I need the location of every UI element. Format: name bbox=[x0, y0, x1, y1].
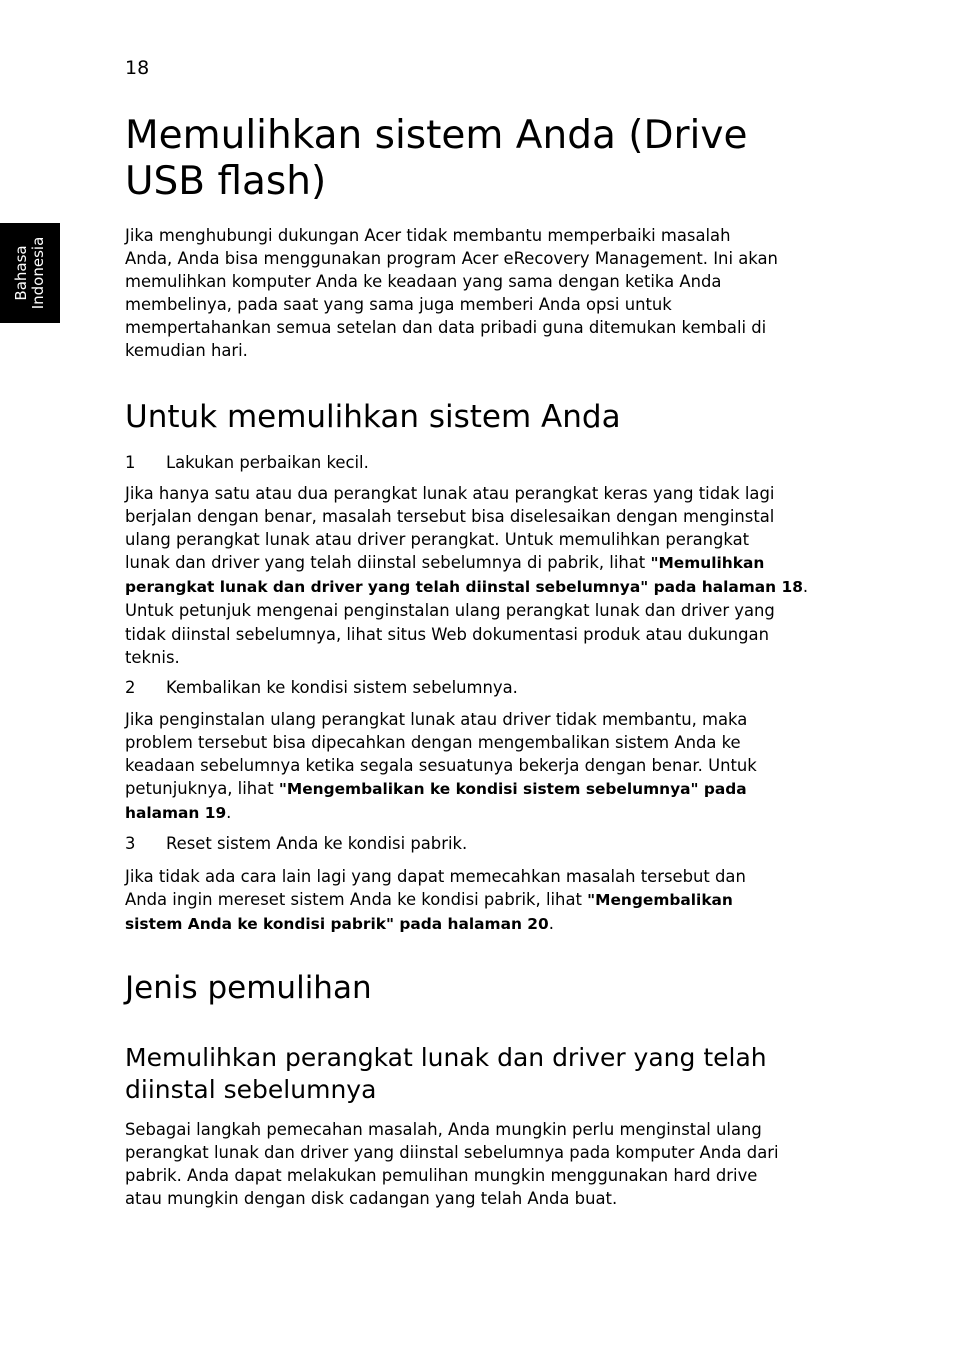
step-1-paragraph bbox=[125, 482, 825, 669]
section-heading-recovery-types: Jenis pemulihan bbox=[125, 970, 372, 1006]
intro-paragraph: Jika menghubungi dukungan Acer tidak membantu memperbaiki masalah Anda, Anda bisa menggunakan program Acer eRecovery Management. Ini akan memulihkan komputer Anda ke keadaan yang sama dengan ketika Anda membelinya, pada saat yang sama juga memberi Anda opsi untuk mempertahankan semua setelan dan data pribadi guna ditemukan kembali di kemudian hari. bbox=[125, 226, 778, 361]
step-2-label bbox=[125, 676, 518, 699]
step-2-text: Kembalikan ke kondisi sistem sebelumnya. bbox=[166, 678, 518, 697]
step-1-label bbox=[125, 451, 369, 474]
step-1-body-before: Jika hanya satu atau dua perangkat lunak atau perangkat keras yang tidak lagi berjalan dengan benar, masalah tersebut bisa diselesaikan dengan menginstal ulang perangkat lunak atau driver perangkat. Untuk memulihkan perangkat lunak dan driver yang telah diinstal sebelumnya di pabrik, lihat bbox=[125, 484, 775, 573]
step-1-text: Lakukan perbaikan kecil. bbox=[166, 453, 369, 472]
step-1-reference-link[interactable]: "Memulihkan perangkat lunak dan driver yang telah diinstal sebelumnya" pada halaman 18 bbox=[125, 554, 803, 597]
restore-software-paragraph: Sebagai langkah pemecahan masalah, Anda mungkin perlu menginstal ulang perangkat lunak dan driver yang diinstal sebelumnya pada komputer Anda dari pabrik. Anda dapat melakukan pemulihan mungkin menggunakan hard drive atau mungkin dengan disk cadangan yang telah Anda buat. bbox=[125, 1120, 779, 1209]
subsection-heading-restore-software: Memulihkan perangkat lunak dan driver yang telah diinstal sebelumnya bbox=[125, 1043, 767, 1104]
step-1-body-after: . Untuk petunjuk mengenai penginstalan ulang perangkat lunak dan driver yang tidak diinstal sebelumnya, lihat situs Web dokumentasi produk atau dukungan teknis. bbox=[125, 577, 809, 667]
language-side-tab-label bbox=[13, 237, 47, 310]
section-heading-restore: Untuk memulihkan sistem Anda bbox=[125, 399, 621, 435]
language-side-tab-line2: Indonesia bbox=[29, 236, 47, 310]
step-3-reference-link[interactable]: "Mengembalikan sistem Anda ke kondisi pabrik" pada halaman 20 bbox=[125, 891, 733, 934]
step-2-body-after: . bbox=[226, 803, 232, 823]
step-2-paragraph bbox=[125, 708, 825, 825]
step-1-number: 1 bbox=[125, 453, 136, 472]
step-3-body-after: . bbox=[548, 914, 554, 934]
step-2-reference-link[interactable]: "Mengembalikan ke kondisi sistem sebelumnya" pada halaman 19 bbox=[125, 780, 747, 823]
step-3-number: 3 bbox=[125, 834, 136, 853]
step-2-number: 2 bbox=[125, 678, 136, 697]
language-side-tab bbox=[0, 223, 60, 323]
page-number: 18 bbox=[125, 57, 150, 79]
language-side-tab-line1: Bahasa bbox=[12, 245, 30, 301]
step-3-label bbox=[125, 832, 467, 855]
step-3-paragraph bbox=[125, 865, 825, 936]
step-2-body-before: Jika penginstalan ulang perangkat lunak atau driver tidak membantu, maka problem tersebut bisa dipecahkan dengan mengembalikan sistem Anda ke keadaan sebelumnya ketika segala sesuatunya bekerja dengan benar. Untuk petunjuknya, lihat bbox=[125, 710, 757, 799]
step-3-body-before: Jika tidak ada cara lain lagi yang dapat memecahkan masalah tersebut dan Anda ingin mereset sistem Anda ke kondisi pabrik, lihat bbox=[125, 867, 746, 910]
page-title: Memulihkan sistem Anda (Drive USB flash) bbox=[125, 113, 748, 204]
step-3-text: Reset sistem Anda ke kondisi pabrik. bbox=[166, 834, 468, 853]
